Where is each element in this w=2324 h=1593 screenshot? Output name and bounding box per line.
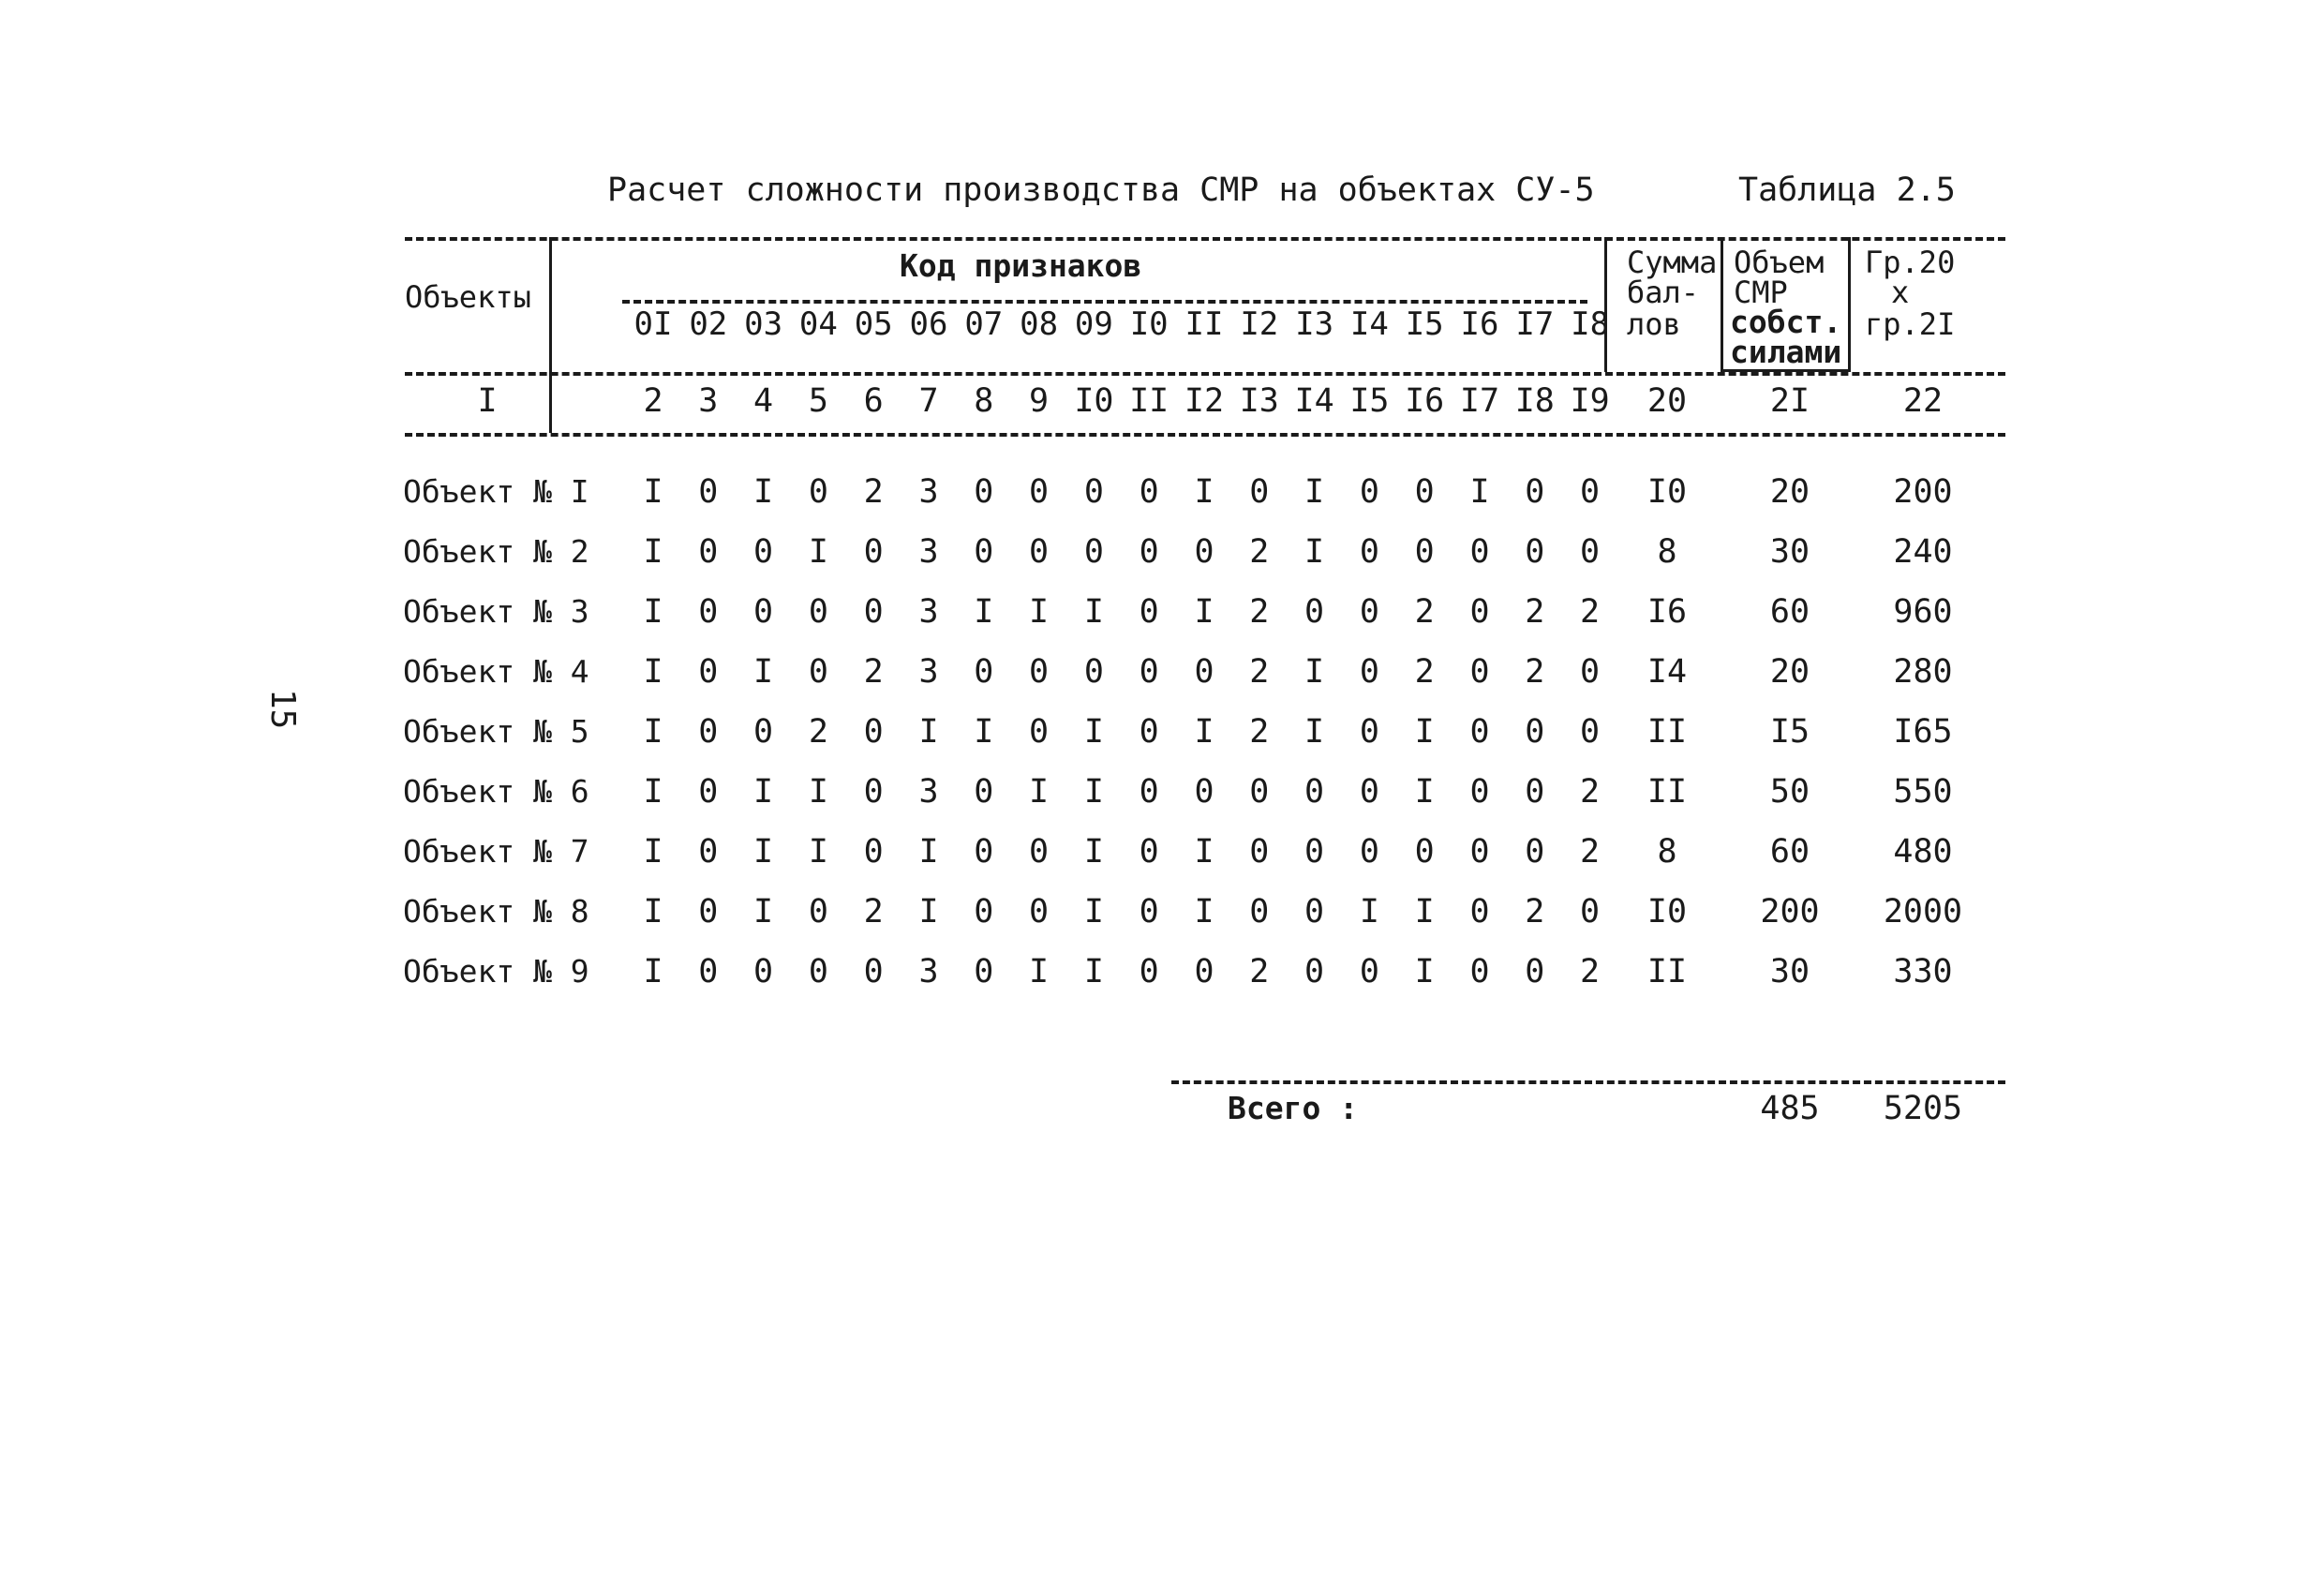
sum-cell: II [1646,953,1688,990]
code-cell: 0 [1414,473,1435,511]
code-cell: 2 [1525,893,1545,930]
code-cell: I [974,593,994,631]
code-cell: I [753,833,774,871]
code-cell: 0 [698,893,719,930]
sum-header-line-1: Сумма [1627,245,1718,280]
sum-cell: 8 [1657,533,1677,571]
code-cell: 2 [863,893,884,930]
code-cell: 0 [974,953,994,990]
code-header-3: 03 [744,305,783,343]
code-header-18: I8 [1571,305,1610,343]
code-cell: 0 [1469,833,1490,871]
code-cell: 0 [1194,653,1214,691]
code-cell: 0 [1525,473,1545,511]
column-number-7: 7 [918,382,939,420]
product-header-line-3: гр.2I [1865,306,1956,342]
product-cell: 960 [1893,593,1953,631]
code-cell: I [1083,833,1104,871]
code-cell: 0 [1580,473,1601,511]
code-cell: 0 [808,953,828,990]
code-cell: 3 [918,653,939,691]
code-cell: 0 [1139,833,1159,871]
code-cell: 0 [863,773,884,811]
product-cell: I65 [1893,713,1953,751]
column-number-19: I9 [1570,382,1610,420]
code-cell: 0 [808,893,828,930]
code-group-rule [622,300,1587,304]
page-number: 15 [263,689,302,730]
volume-left-divider [1721,237,1723,372]
row-label: Объект № 3 [403,593,589,630]
code-cell: I [1359,893,1379,930]
code-cell: 0 [753,953,774,990]
code-cell: I [1414,713,1435,751]
code-cell: 2 [1525,593,1545,631]
product-header-line-2: х [1891,275,1910,310]
row-label: Объект № 7 [403,833,589,870]
volume-header-line-2: СМР [1734,275,1788,310]
code-cell: 0 [974,473,994,511]
code-header-5: 05 [854,305,893,343]
code-cell: 0 [1029,833,1050,871]
code-cell: 3 [918,953,939,990]
code-cell: 0 [1194,533,1214,571]
code-cell: 0 [698,833,719,871]
code-cell: I [1029,953,1050,990]
code-header-14: I4 [1349,305,1389,343]
product-cell: 480 [1893,833,1953,871]
code-cell: 0 [1469,773,1490,811]
sum-cell: I6 [1646,593,1688,631]
code-cell: 0 [1359,533,1379,571]
code-cell: 0 [753,593,774,631]
column-number-21: 2I [1769,382,1810,420]
sum-cell: I0 [1646,893,1688,930]
code-cell: I [1304,713,1325,751]
sum-left-divider [1604,237,1607,372]
code-cell: 0 [1580,653,1601,691]
total-product: 5205 [1883,1090,1963,1127]
volume-header-line-1: Объем [1734,245,1825,280]
column-number-9: 9 [1029,382,1050,420]
code-cell: I [918,713,939,751]
code-cell: I [643,773,663,811]
code-cell: 0 [1525,713,1545,751]
code-cell: 0 [974,893,994,930]
code-cell: 0 [1249,833,1270,871]
code-cell: 0 [1139,893,1159,930]
code-cell: 2 [863,473,884,511]
code-cell: I [643,713,663,751]
product-cell: 2000 [1883,893,1963,930]
code-cell: 0 [698,653,719,691]
total-label: Всего : [1228,1090,1359,1126]
code-cell: 3 [918,773,939,811]
row-label: Объект № I [403,473,589,510]
code-cell: I [1414,953,1435,990]
code-cell: I [918,893,939,930]
code-cell: 2 [1249,653,1270,691]
code-cell: I [1194,593,1214,631]
column-number-22: 22 [1902,382,1944,420]
code-header-4: 04 [798,305,838,343]
code-cell: 0 [753,713,774,751]
code-cell: 0 [1469,893,1490,930]
code-cell: I [1194,833,1214,871]
product-cell: 550 [1893,773,1953,811]
column-number-18: I8 [1514,382,1555,420]
product-cell: 200 [1893,473,1953,511]
code-cell: 0 [1249,473,1270,511]
row-label: Объект № 2 [403,533,589,570]
code-header-17: I7 [1515,305,1555,343]
code-cell: I [1083,593,1104,631]
code-cell: 0 [1359,473,1379,511]
code-cell: I [1469,473,1490,511]
code-cell: 0 [1083,653,1104,691]
code-cell: 0 [1525,833,1545,871]
code-cell: 0 [1139,593,1159,631]
code-cell: I [643,593,663,631]
column-number-8: 8 [974,382,994,420]
code-cell: 0 [974,653,994,691]
code-cell: I [643,473,663,511]
code-cell: 0 [974,833,994,871]
code-cell: I [1194,473,1214,511]
volume-cell: 60 [1769,833,1810,871]
column-number-11: II [1129,382,1169,420]
code-cell: 0 [1414,533,1435,571]
code-cell: I [643,953,663,990]
code-cell: I [1029,773,1050,811]
code-cell: 0 [1139,953,1159,990]
code-cell: I [1083,953,1104,990]
code-header-9: 09 [1074,305,1113,343]
code-cell: 2 [1414,593,1435,631]
code-cell: 0 [1029,473,1050,511]
code-header-16: I6 [1460,305,1499,343]
code-cell: 0 [698,473,719,511]
code-cell: 0 [753,533,774,571]
code-cell: 0 [1139,473,1159,511]
code-cell: I [918,833,939,871]
column-number-16: I6 [1405,382,1445,420]
code-cell: 2 [1414,653,1435,691]
code-cell: 2 [1525,653,1545,691]
code-cell: I [1194,713,1214,751]
sum-header-line-2: бал- [1627,275,1700,310]
objects-header: Объекты [405,279,531,315]
row-label: Объект № 9 [403,953,589,990]
sum-header-line-3: лов [1627,306,1681,342]
code-cell: 0 [1249,893,1270,930]
code-cell: 3 [918,533,939,571]
row-label: Объект № 4 [403,653,589,690]
code-cell: I [1194,893,1214,930]
row-label: Объект № 6 [403,773,589,810]
code-cell: 0 [1194,773,1214,811]
code-cell: 0 [1029,713,1050,751]
volume-header-line-4: силами [1730,334,1842,370]
code-cell: 0 [1469,533,1490,571]
code-cell: 2 [1249,593,1270,631]
column-number-4: 4 [753,382,774,420]
code-cell: 0 [1580,893,1601,930]
column-number-10: I0 [1074,382,1114,420]
volume-cell: 30 [1769,533,1810,571]
volume-cell: 60 [1769,593,1810,631]
column-number-3: 3 [698,382,719,420]
code-cell: 0 [1304,893,1325,930]
code-cell: I [1083,773,1104,811]
column-number-2: 2 [643,382,663,420]
volume-cell: 20 [1769,653,1810,691]
code-cell: I [643,653,663,691]
column-number-6: 6 [863,382,884,420]
code-cell: I [808,533,828,571]
volume-cell: I5 [1769,713,1810,751]
code-header-13: I3 [1295,305,1334,343]
code-cell: 2 [1249,533,1270,571]
code-cell: I [1083,893,1104,930]
code-cell: 0 [808,653,828,691]
code-cell: 0 [863,953,884,990]
code-cell: 0 [1359,833,1379,871]
product-cell: 240 [1893,533,1953,571]
code-cell: 2 [1580,773,1601,811]
code-header-7: 07 [964,305,1004,343]
column-number-20: 20 [1646,382,1688,420]
code-cell: 0 [1580,533,1601,571]
code-cell: 0 [698,593,719,631]
code-cell: 0 [1139,533,1159,571]
column-number-14: I4 [1294,382,1334,420]
code-cell: 0 [698,533,719,571]
code-cell: I [753,893,774,930]
code-cell: 0 [1304,593,1325,631]
code-cell: 0 [1083,473,1104,511]
code-cell: I [643,533,663,571]
volume-cell: 200 [1760,893,1820,930]
code-cell: I [643,833,663,871]
volume-cell: 50 [1769,773,1810,811]
code-cell: I [643,893,663,930]
code-cell: 0 [808,473,828,511]
code-cell: 0 [1359,593,1379,631]
code-cell: 0 [863,833,884,871]
code-cell: 0 [1359,773,1379,811]
row-label: Объект № 5 [403,713,589,750]
code-cell: 0 [1469,713,1490,751]
volume-header-line-3: собст. [1730,304,1842,340]
code-cell: I [1029,593,1050,631]
table-title: Расчет сложности производства СМР на объектах СУ-5 [607,171,1595,209]
column-number-15: I5 [1349,382,1390,420]
code-cell: 0 [1469,653,1490,691]
code-cell: I [1304,473,1325,511]
code-cell: 0 [1249,773,1270,811]
code-cell: I [974,713,994,751]
code-cell: 0 [1414,833,1435,871]
total-rule [1171,1080,2005,1084]
sum-cell: I4 [1646,653,1688,691]
code-cell: 2 [808,713,828,751]
code-cell: 0 [863,533,884,571]
code-header-12: I2 [1240,305,1279,343]
code-cell: 0 [1139,773,1159,811]
product-header-line-1: Гр.20 [1865,245,1956,280]
code-cell: 0 [1304,953,1325,990]
code-cell: I [753,473,774,511]
code-header-8: 08 [1020,305,1059,343]
column-number-12: I2 [1184,382,1225,420]
code-cell: 0 [1029,893,1050,930]
column-number-17: I7 [1459,382,1500,420]
code-cell: 0 [1194,953,1214,990]
code-cell: 2 [1249,713,1270,751]
code-header-10: I0 [1129,305,1169,343]
volume-cell: 20 [1769,473,1810,511]
sum-cell: II [1646,713,1688,751]
code-cell: 0 [1525,773,1545,811]
code-cell: 2 [1580,953,1601,990]
code-header-2: 02 [689,305,728,343]
column-number-13: I3 [1239,382,1279,420]
code-cell: 0 [698,953,719,990]
header-top-rule [405,237,2005,241]
code-cell: 0 [698,713,719,751]
code-cell: 0 [808,593,828,631]
code-cell: I [808,773,828,811]
code-cell: 0 [1029,533,1050,571]
product-cell: 280 [1893,653,1953,691]
code-cell: I [1304,533,1325,571]
column-number-1: I [477,382,498,420]
sum-cell: 8 [1657,833,1677,871]
code-cell: 0 [1139,713,1159,751]
code-cell: 0 [1304,833,1325,871]
code-cell: 0 [1525,533,1545,571]
objects-divider [549,237,552,433]
sum-cell: II [1646,773,1688,811]
code-cell: 0 [1359,713,1379,751]
volume-cell: 30 [1769,953,1810,990]
code-cell: 0 [1359,653,1379,691]
code-cell: 2 [863,653,884,691]
product-cell: 330 [1893,953,1953,990]
code-cell: 0 [1469,953,1490,990]
code-cell: 3 [918,593,939,631]
column-number-5: 5 [808,382,828,420]
code-cell: 0 [1525,953,1545,990]
code-cell: 0 [1469,593,1490,631]
code-cell: 0 [863,593,884,631]
code-cell: 0 [1359,953,1379,990]
code-header-11: II [1184,305,1224,343]
code-cell: 3 [918,473,939,511]
code-cell: 2 [1249,953,1270,990]
code-cell: I [1414,893,1435,930]
code-cell: 2 [1580,833,1601,871]
code-header-6: 06 [909,305,948,343]
volume-right-divider [1848,237,1851,372]
code-cell: 0 [698,773,719,811]
code-cell: 0 [1304,773,1325,811]
header-mid-rule [405,372,2005,376]
code-cell: 0 [863,713,884,751]
code-cell: 2 [1580,593,1601,631]
code-group-header: Код признаков [900,247,1142,284]
code-header-1: 0I [633,305,673,343]
code-cell: I [753,653,774,691]
total-volume: 485 [1760,1090,1820,1127]
code-cell: 0 [1580,713,1601,751]
sum-cell: I0 [1646,473,1688,511]
code-cell: 0 [974,533,994,571]
code-cell: 0 [1029,653,1050,691]
table-number: Таблица 2.5 [1738,171,1956,209]
row-label: Объект № 8 [403,893,589,930]
code-cell: I [1083,713,1104,751]
code-cell: I [1414,773,1435,811]
code-cell: I [808,833,828,871]
code-cell: I [1304,653,1325,691]
code-cell: 0 [1083,533,1104,571]
header-bottom-rule [405,433,2005,437]
code-cell: I [753,773,774,811]
code-cell: 0 [974,773,994,811]
code-header-15: I5 [1405,305,1444,343]
code-cell: 0 [1139,653,1159,691]
